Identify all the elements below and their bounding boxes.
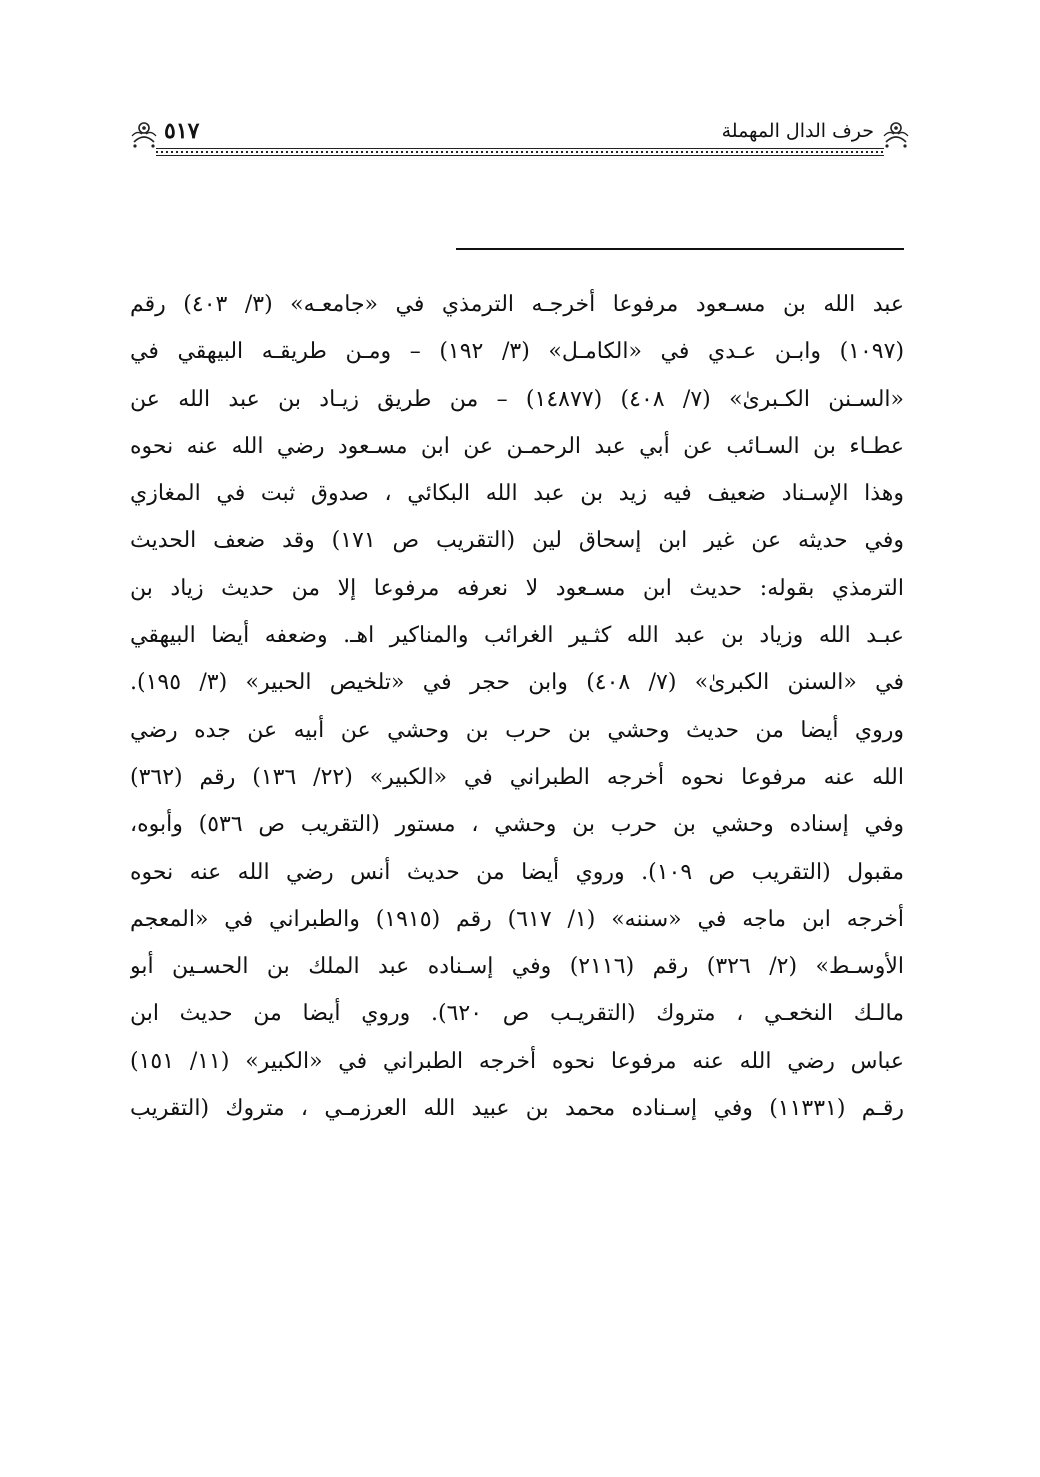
- text-line: مالـك النخعـي ، متروك (التقريـب ص ٦٢٠). وروي أيضا من حديث ابن: [130, 1001, 904, 1027]
- text-line: الأوسـط» (٢/ ٣٢٦) رقم (٢١١٦) وفي إسـناده عبد الملك بن الحسـين أبو: [130, 954, 904, 980]
- text-line: الله عنه مرفوعا نحوه أخرجه الطبراني في «الكبير» (٢٢/ ١٣٦) رقم (٣٦٢): [130, 764, 904, 790]
- page-number: ٥١٧: [164, 118, 200, 144]
- page-header: [130, 118, 910, 158]
- footnote-text: [130, 281, 904, 1132]
- text-line: مقبول (التقريب ص ١٠٩). وروي أيضا من حديث أنس رضي الله عنه نحوه: [130, 859, 904, 885]
- text-line: وروي أيضا من حديث وحشي بن حرب بن وحشي عن أبيه عن جده رضي: [130, 717, 904, 743]
- text-line: (١٠٩٧) وابـن عـدي في «الكامـل» (٣/ ١٩٢) – ومـن طريقـه البيهقي في: [130, 339, 904, 365]
- text-line: في «السنن الكبرىٰ» (٧/ ٤٠٨) وابن حجر في «تلخيص الحبير» (٣/ ١٩٥).: [130, 670, 904, 696]
- text-line: عبد الله بن مسـعود مرفوعا أخرجـه الترمذي في «جامعـه» (٣/ ٤٠٣) رقم: [130, 292, 904, 317]
- text-line: الترمذي بقوله: حديث ابن مسـعود لا نعرفه مرفوعا إلا من حديث زياد بن: [130, 575, 904, 601]
- text-line: رقـم (١١٣٣١) وفي إسـناده محمد بن عبيد الله العرزمـي ، متروك (التقريب: [130, 1096, 904, 1122]
- floral-ornament-icon: [882, 118, 910, 148]
- text-line: عبـد الله وزياد بن عبد الله كثـير الغرائب والمناكير اهـ. وضعفه أيضا البيهقي: [130, 623, 904, 649]
- text-line: «السـنن الكـبرىٰ» (٧/ ٤٠٨) (١٤٨٧٧) – من طريق زيـاد بن عبد الله عن: [130, 386, 904, 412]
- text-line: عباس رضي الله عنه مرفوعا نحوه أخرجه الطبراني في «الكبير» (١١/ ١٥١): [130, 1048, 904, 1074]
- text-line: عطـاء بن السـائب عن أبي عبد الرحمـن عن ابن مسـعود رضي الله عنه نحوه: [130, 433, 904, 459]
- text-line: وفي إسناده وحشي بن حرب بن وحشي ، مستور (التقريب ص ٥٣٦) وأبوه،: [130, 812, 904, 838]
- floral-ornament-icon: [130, 118, 158, 148]
- text-line: أخرجه ابن ماجه في «سننه» (١/ ٦١٧) رقم (١٩١٥) والطبراني في «المعجم: [130, 906, 904, 932]
- chapter-title: حرف الدال المهملة: [721, 120, 874, 142]
- header-divider: [156, 148, 884, 156]
- text-line: وهذا الإسـناد ضعيف فيه زيد بن عبد الله البكائي ، صدوق ثبت في المغازي: [130, 481, 904, 507]
- text-line: وفي حديثه عن غير ابن إسحاق لين (التقريب ص ١٧١) وقد ضعف الحديث: [130, 528, 904, 554]
- footnote-separator: [456, 248, 904, 250]
